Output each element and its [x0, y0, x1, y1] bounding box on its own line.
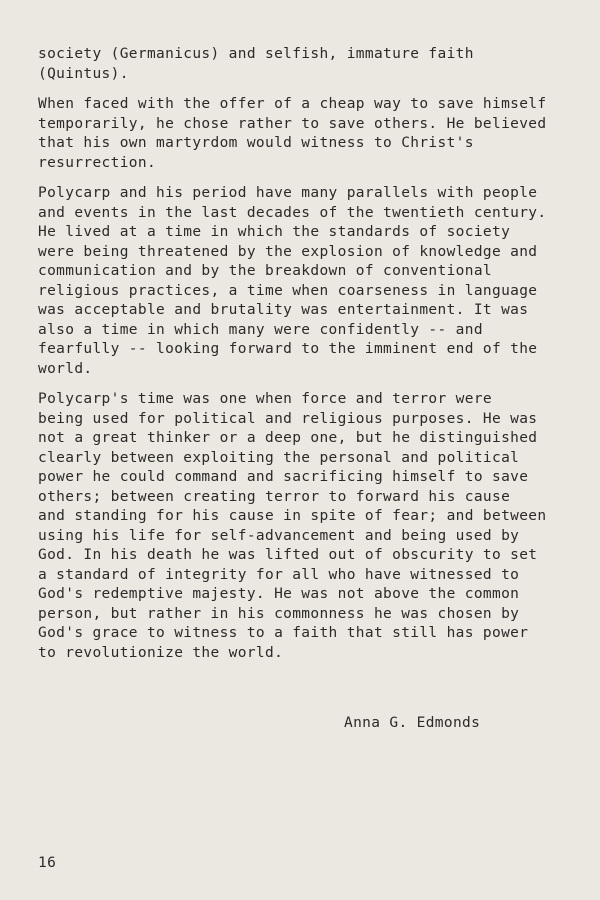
page-number: 16 — [38, 855, 57, 871]
paragraph-parallels: Polycarp and his period have many parallels with people and events in the last decades of the twentieth century. He lived at a time in which the standards of society were being threatened by the explosion of knowledge and communication and by the breakdown of conventional religious practices, a time when coarseness in language was acceptable and brutality was entertainment. It was also a time in which many were confidently -- and fearfully -- looking forward to the imminent end of the world. — [38, 185, 547, 377]
body-text — [38, 45, 578, 674]
author-signature: Anna G. Edmonds — [344, 715, 481, 731]
paragraph-continuation: society (Germanicus) and selfish, immature faith (Quintus). — [38, 46, 474, 82]
paragraph-force-and-terror: Polycarp's time was one when force and terror were being used for political and religious purposes. He was not a great thinker or a deep one, but he distinguished clearly between exploiting the personal and political power he could command and sacrificing himself to save others; between creating terror to forward his cause and standing for his cause in spite of fear; and between using his life for self-advancement and being used by God. In his death he was lifted out of obscurity to set a standard of integrity for all who have witnessed to God's redemptive majesty. He was not above the common person, but rather in his commonness he was chosen by God's grace to witness to a faith that still has power to revolutionize the world. — [38, 391, 547, 661]
paragraph-martyrdom: When faced with the offer of a cheap way to save himself temporarily, he chose rather to save others. He believed that his own martyrdom would witness to Christ's resurrection. — [38, 96, 547, 171]
